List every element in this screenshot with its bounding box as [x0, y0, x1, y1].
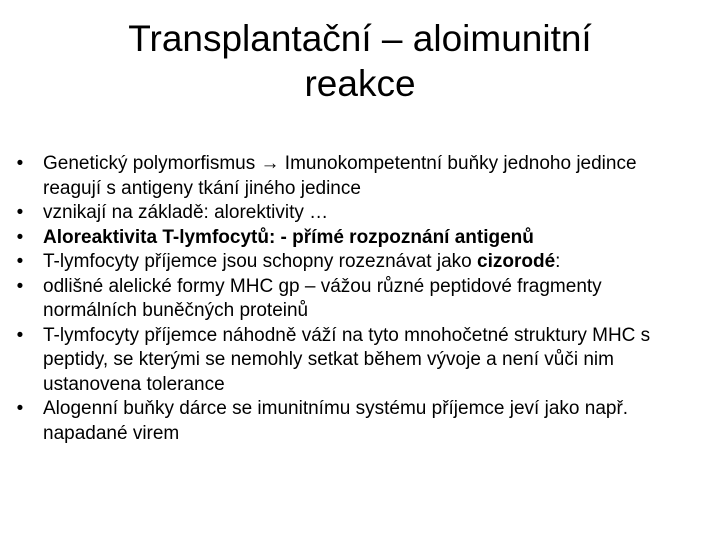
bullet-icon: • [16, 202, 24, 223]
bullet-text-mixed [43, 250, 698, 275]
bullet-text: vznikají na základě: alorektivity … [43, 202, 329, 223]
bullet-text-bold: Aloreaktivita T-lymfocytů: - přímé rozpoznání antigenů [43, 226, 534, 248]
bullet-item [14, 275, 698, 324]
bullet-icon: • [16, 153, 24, 174]
bullet-icon: • [16, 324, 24, 346]
bullet-item [14, 226, 698, 251]
bullet-text: T-lymfocyty příjemce náhodně váží na tyto mnohočetné struktury MHC s peptidy, se kterými se nemohly setkat během vývoje a není vůči nim ustanovena tolerance [43, 324, 651, 395]
bullet-icon: • [16, 226, 24, 248]
bullet-text-part: T-lymfocyty příjemce jsou schopny rozeznávat jako [43, 251, 478, 272]
bullet-text: odlišné alelické formy MHC gp – vážou různé peptidové fragmenty normálních buněčných proteinů [43, 275, 602, 321]
bullet-item [14, 397, 698, 446]
slide-title-line-1: Transplantační – aloimunitní [128, 18, 592, 59]
bullet-text-part: : [555, 251, 561, 272]
bullet-icon: • [16, 398, 24, 419]
bullet-text: Alogenní buňky dárce se imunitnímu systému příjemce jeví jako např. napadané virem [43, 398, 629, 444]
bullet-item [14, 250, 698, 275]
bullet-list [14, 152, 698, 446]
bullet-icon: • [16, 275, 24, 297]
bullet-item [14, 201, 698, 226]
bullet-icon: • [16, 251, 24, 272]
bullet-text-emphasis: cizorodé [477, 251, 556, 272]
slide-title [36, 16, 684, 106]
bullet-item [14, 152, 698, 201]
slide-title-line-2: reakce [304, 63, 416, 104]
bullet-item [14, 324, 698, 398]
bullet-text: Genetický polymorfismus → Imunokompetentní buňky jednoho jedince reagují s antigeny tkání jiného jedince [43, 153, 637, 199]
